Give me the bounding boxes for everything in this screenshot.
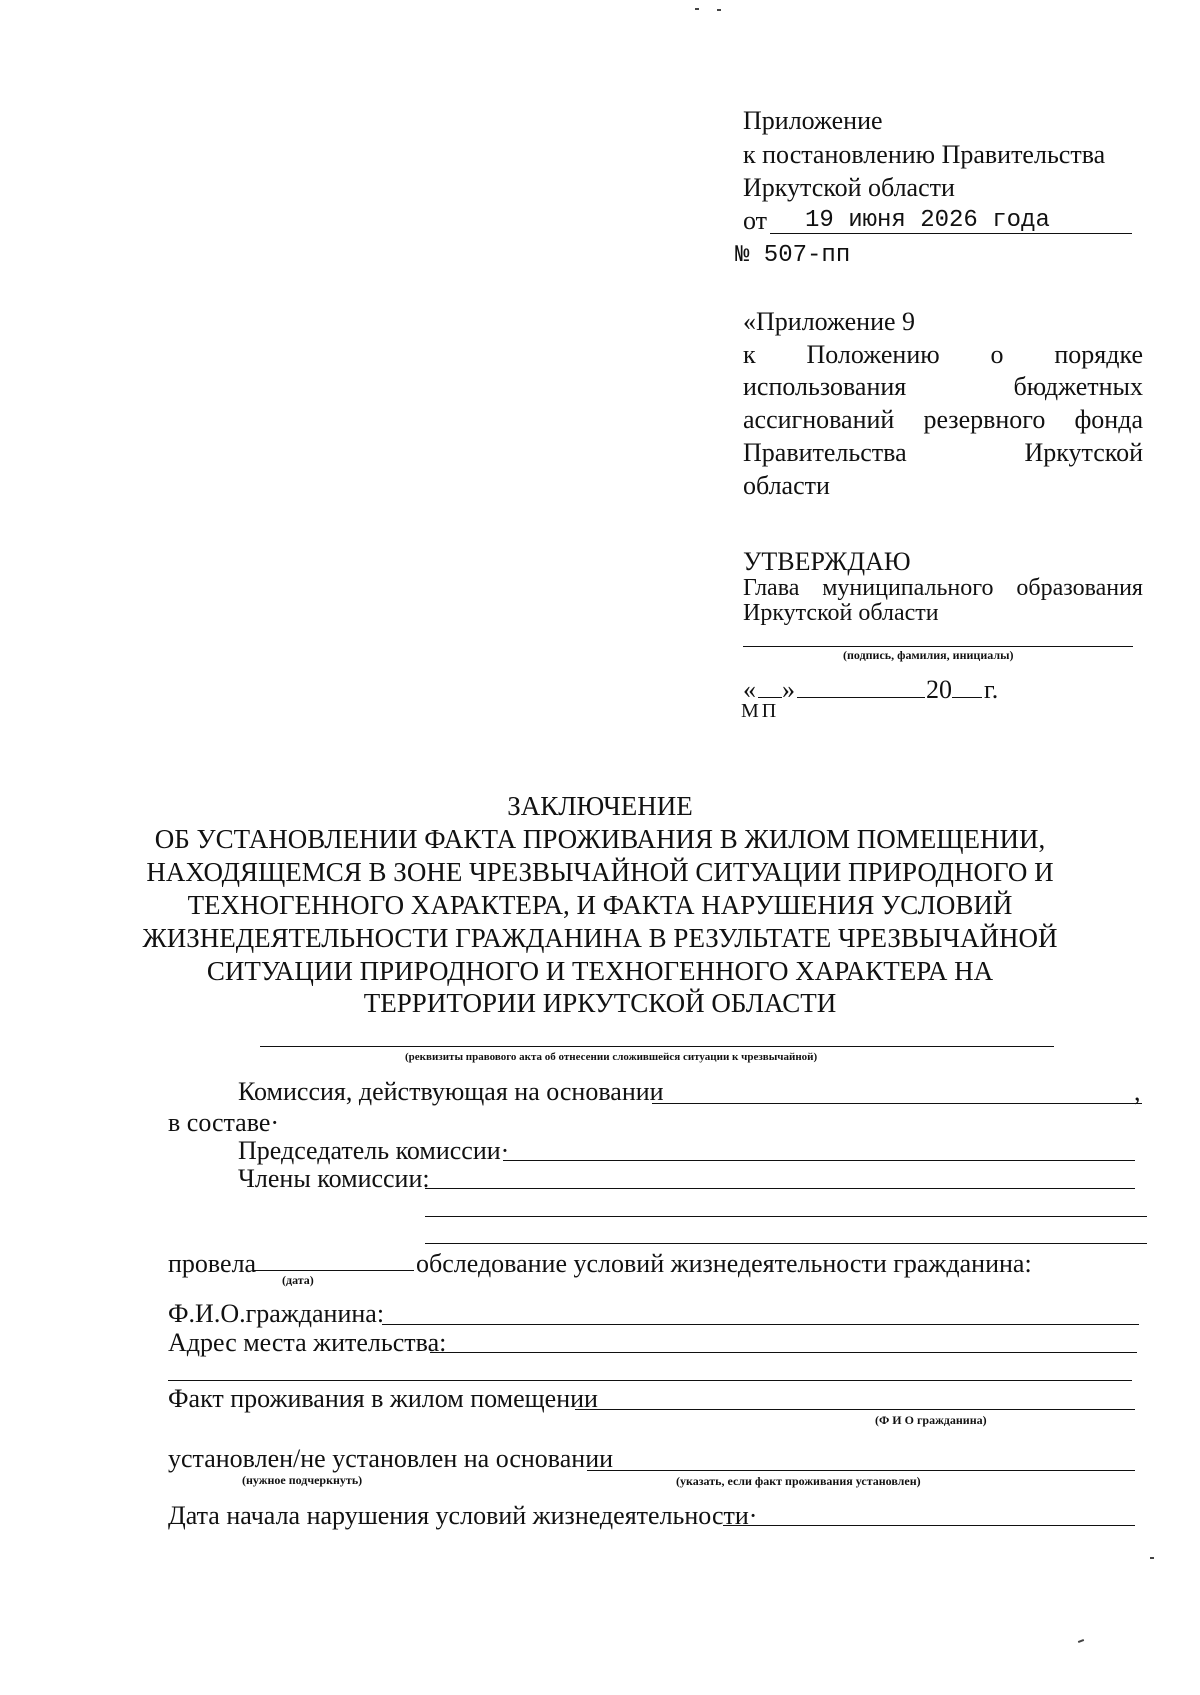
scan-speck <box>1078 1639 1084 1643</box>
commission-label: Комиссия, действующая на основании <box>238 1077 664 1106</box>
residence-fact-label: Факт проживания в жилом помещении <box>168 1384 598 1413</box>
violation-date-label: Дата начала нарушения условий жизнедеятельности· <box>168 1501 758 1530</box>
appendix-line3-w2: бюджетных <box>1013 372 1143 401</box>
address-line2 <box>168 1380 1132 1381</box>
appendix-line3-w1: использования <box>743 372 907 401</box>
survey-text: обследование условий жизнедеятельности гражданина: <box>416 1249 1032 1278</box>
doc-title-line6: СИТУАЦИИ ПРИРОДНОГО И ТЕХНОГЕННОГО ХАРАКТЕРА НА <box>206 956 994 986</box>
approval-title: УТВЕРЖДАЮ <box>743 547 911 576</box>
doc-title-line2: ОБ УСТАНОВЛЕНИИ ФАКТА ПРОЖИВАНИЯ В ЖИЛОМ ПОМЕЩЕНИИ, <box>154 824 1046 854</box>
appendix-line4-w1: ассигнований <box>743 405 895 434</box>
appendix-line2-w4: порядке <box>1054 340 1143 369</box>
appendix-line6: области <box>743 471 830 500</box>
address-line1 <box>430 1352 1137 1353</box>
appendix-line2-w3: о <box>990 340 1004 369</box>
approval-month-line <box>797 697 925 698</box>
members-line1 <box>425 1188 1135 1189</box>
header-line1: Приложение <box>743 106 883 135</box>
appendix-line4-w3: фонда <box>1074 405 1143 434</box>
approval-line2: Иркутской области <box>743 600 939 626</box>
established-label: установлен/не установлен на основании <box>168 1444 614 1473</box>
doc-title-line3: НАХОДЯЩЕМСЯ В ЗОНЕ ЧРЕЗВЫЧАЙНОЙ СИТУАЦИИ ПРИРОДНОГО И <box>146 857 1054 887</box>
approval-line1-w2: муниципального <box>822 575 994 601</box>
members-label: Члены комиссии: <box>238 1164 430 1193</box>
legal-act-line <box>260 1046 1054 1047</box>
appendix-line5 <box>743 437 1143 469</box>
approval-year-prefix: 20 <box>926 675 952 704</box>
commission-basis-line <box>652 1103 1142 1104</box>
appendix-line5-w2: Иркутской <box>1024 438 1143 467</box>
scan-speck <box>717 9 721 11</box>
chairman-line <box>503 1160 1135 1161</box>
approval-year-line <box>952 697 982 698</box>
header-date-underline <box>770 233 1132 234</box>
underline-caption: (нужное подчеркнуть) <box>242 1473 363 1487</box>
header-line3: Иркутской области <box>743 173 955 202</box>
scan-speck <box>695 8 699 10</box>
header-date-value: 19 июня 2026 года <box>805 207 1050 234</box>
doc-title-line1: ЗАКЛЮЧЕНИЕ <box>507 791 693 821</box>
scan-speck <box>1150 1557 1154 1559</box>
header-date-prefix: от <box>743 206 768 235</box>
header-line2: к постановлению Правительства <box>743 140 1106 169</box>
header-number: № 507-пп <box>735 242 851 269</box>
doc-title-line4: ТЕХНОГЕННОГО ХАРАКТЕРА, И ФАКТА НАРУШЕНИЯ УСЛОВИЙ <box>187 890 1013 920</box>
composition-label: в составе· <box>168 1108 280 1137</box>
approval-date-open: « <box>743 675 756 704</box>
appendix-line4-w2: резервного <box>923 405 1046 434</box>
approval-year-suffix: г. <box>984 675 999 704</box>
commission-comma: , <box>1134 1077 1141 1106</box>
fio-line <box>382 1324 1139 1325</box>
approval-date-close: » <box>782 675 795 704</box>
legal-act-caption: (реквизиты правового акта об отнесении сложившейся ситуации к чрезвычайной) <box>405 1051 818 1063</box>
survey-date-line <box>254 1270 414 1271</box>
approval-line1-w3: образования <box>1016 575 1143 601</box>
fio-caption: (Ф И О гражданина) <box>875 1413 987 1427</box>
appendix-line5-w1: Правительства <box>743 438 907 467</box>
residence-fact-line <box>575 1409 1135 1410</box>
appendix-line1: «Приложение 9 <box>743 307 916 336</box>
approval-stamp: МП <box>741 700 780 722</box>
appendix-line3 <box>743 371 1143 403</box>
established-basis-line <box>587 1470 1135 1471</box>
conducted-label: провела <box>168 1249 257 1278</box>
signature-line <box>743 646 1133 647</box>
signature-caption: (подпись, фамилия, инициалы) <box>843 648 1014 662</box>
address-label: Адрес места жительства: <box>168 1328 447 1357</box>
doc-title-line7: ТЕРРИТОРИИ ИРКУТСКОЙ ОБЛАСТИ <box>363 988 837 1018</box>
approval-line1-w1: Глава <box>743 575 800 601</box>
fio-label: Ф.И.О.гражданина: <box>168 1299 385 1328</box>
chairman-label: Председатель комиссии· <box>238 1136 510 1165</box>
violation-date-line <box>723 1525 1135 1526</box>
appendix-line4 <box>743 404 1143 436</box>
members-line2 <box>425 1216 1147 1217</box>
survey-date-caption: (дата) <box>282 1273 314 1287</box>
doc-title-line5: ЖИЗНЕДЕЯТЕЛЬНОСТИ ГРАЖДАНИНА В РЕЗУЛЬТАТЕ ЧРЕЗВЫЧАЙНОЙ <box>142 923 1058 953</box>
appendix-line2-w2: Положению <box>806 340 940 369</box>
appendix-line2-w1: к <box>743 340 756 369</box>
members-line3 <box>425 1243 1147 1244</box>
specify-caption: (указать, если факт проживания установлен) <box>676 1474 921 1488</box>
appendix-line2 <box>743 339 1143 371</box>
